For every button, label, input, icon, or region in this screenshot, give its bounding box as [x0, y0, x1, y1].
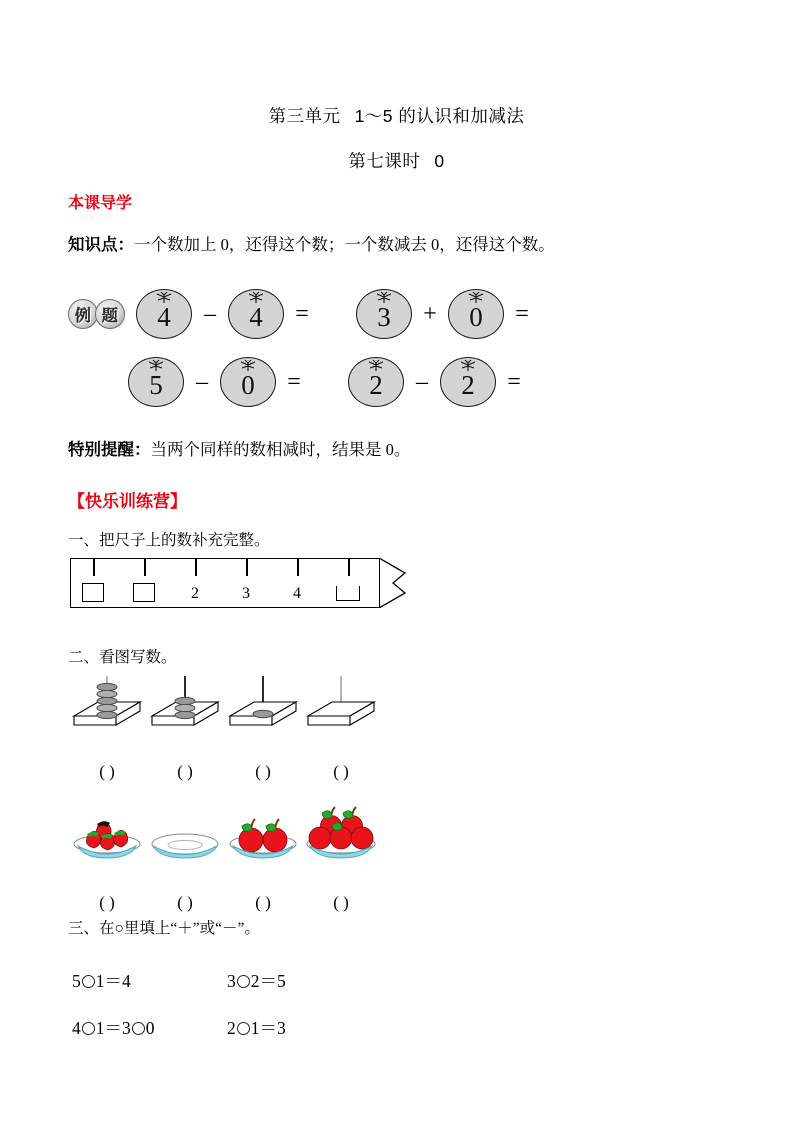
eq-left: 2: [227, 1018, 236, 1038]
tomato-stem-icon: [466, 291, 486, 305]
answer-parentheses[interactable]: ( ): [255, 762, 271, 781]
fruit-bowl: [68, 800, 146, 872]
operator-blank-circle[interactable]: [132, 1022, 145, 1035]
eq-left: 4: [72, 1018, 81, 1038]
number-token: [440, 357, 496, 407]
peg-stand: [224, 672, 302, 740]
question-1-prompt: 一、把尺子上的数补充完整。: [68, 532, 270, 549]
eq-equals: ＝: [104, 971, 122, 991]
empty-bowl-icon: [146, 800, 224, 872]
number-token: [448, 289, 504, 339]
unit-title-prefix: 第三单元: [268, 106, 341, 126]
example-row-2: [68, 351, 537, 413]
eq-tail: 0: [145, 1018, 155, 1038]
peg-stand-group: [68, 672, 380, 740]
answer-parentheses[interactable]: ( ): [333, 893, 349, 912]
unit-title: [0, 103, 793, 128]
ruler-tick: [144, 559, 146, 576]
number-token-value: 5: [149, 369, 163, 400]
example-badge-char-2: 题: [95, 299, 125, 329]
ruler-number: 3: [242, 585, 250, 602]
operator-symbol: +: [423, 300, 437, 327]
ruler-arrow-tip-icon: [379, 558, 407, 608]
number-token: [136, 289, 192, 339]
answer-row-bowls: [68, 893, 380, 913]
ruler-tick: [195, 559, 197, 576]
peg-stand-icon: [302, 672, 380, 740]
apple-bowl-icon: [224, 800, 302, 872]
reminder-label: 特别提醒：: [68, 441, 151, 459]
ruler-tick: [93, 559, 95, 576]
ruler-answer-box[interactable]: [336, 586, 360, 601]
peg-stand-icon: [146, 672, 224, 740]
question-2-prompt: 二、看图写数。: [68, 649, 177, 666]
operator-blank-circle[interactable]: [237, 975, 250, 988]
tomato-stem-icon: [238, 359, 258, 373]
equation-item[interactable]: [227, 968, 407, 993]
eq-right: 3: [277, 1018, 286, 1038]
eq-equals: ＝: [259, 971, 277, 991]
ruler-tick: [246, 559, 248, 576]
eq-right: 5: [277, 971, 286, 991]
number-token-value: 2: [369, 369, 383, 400]
eq-mid: 2: [250, 971, 260, 991]
fruit-bowl: [302, 800, 380, 872]
equation-row: [72, 1015, 407, 1040]
eq-mid: 1: [95, 1018, 105, 1038]
eq-equals: ＝: [259, 1018, 277, 1038]
tomato-stem-icon: [146, 359, 166, 373]
unit-title-main: 1～5 的认识和加减法: [354, 106, 525, 126]
number-token: [228, 289, 284, 339]
number-token-value: 0: [241, 369, 255, 400]
example-badge-char-1: 例: [68, 299, 98, 329]
number-token: [348, 357, 404, 407]
operator-blank-circle[interactable]: [237, 1022, 250, 1035]
equation-item[interactable]: [227, 1015, 407, 1040]
reminder-text: 当两个同样的数相减时，结果是 0。: [150, 440, 411, 459]
operator-symbol: –: [416, 368, 428, 395]
ruler-number: 4: [293, 585, 301, 602]
number-token: [220, 357, 276, 407]
example-row-1: [68, 283, 537, 345]
eq-left: 5: [72, 971, 81, 991]
ruler-answer-box[interactable]: [82, 583, 104, 602]
knowledge-point-line: [68, 233, 555, 258]
peg-stand-icon: [68, 672, 146, 740]
eq-equals: ＝: [104, 1018, 122, 1038]
question-3-equations: [72, 968, 407, 1062]
tomato-stem-icon: [246, 291, 266, 305]
tomato-stem-icon: [458, 359, 478, 373]
fruit-bowl: [224, 800, 302, 872]
lesson-title-main: 0: [434, 151, 445, 171]
peg-stand: [68, 672, 146, 740]
ruler-figure: [70, 558, 380, 608]
number-token-value: 4: [249, 301, 263, 332]
answer-parentheses[interactable]: ( ): [99, 762, 115, 781]
ruler-answer-box[interactable]: [133, 583, 155, 602]
eq-mid: 1: [250, 1018, 260, 1038]
equation-row: [72, 968, 407, 993]
operator-symbol: –: [196, 368, 208, 395]
number-token-value: 2: [461, 369, 475, 400]
eq-right: 4: [122, 971, 131, 991]
equals-symbol: =: [295, 300, 309, 327]
operator-blank-circle[interactable]: [82, 1022, 95, 1035]
lesson-title: [0, 148, 793, 173]
peg-stand-icon: [224, 672, 302, 740]
knowledge-point-text: 一个数加上 0，还得这个数；一个数减去 0，还得这个数。: [134, 235, 555, 254]
lesson-title-prefix: 第七课时: [348, 151, 421, 171]
peg-stand: [146, 672, 224, 740]
answer-parentheses[interactable]: ( ): [255, 893, 271, 912]
knowledge-point-label: 知识点：: [68, 236, 134, 254]
ruler-tick: [348, 559, 350, 576]
equals-symbol: =: [287, 368, 301, 395]
section-heading-guide: 本课导学: [68, 195, 133, 212]
tomato-stem-icon: [366, 359, 386, 373]
strawberry-bowl-icon: [68, 800, 146, 872]
equation-item[interactable]: [72, 968, 227, 993]
peg-stand: [302, 672, 380, 740]
number-token-value: 4: [157, 301, 171, 332]
ruler-number: 2: [191, 585, 199, 602]
answer-parentheses[interactable]: ( ): [177, 762, 193, 781]
fruit-bowl-group: [68, 800, 380, 872]
eq-left: 3: [227, 971, 236, 991]
answer-parentheses[interactable]: ( ): [333, 762, 349, 781]
ruler-tick: [297, 559, 299, 576]
answer-row-pegs: [68, 762, 380, 782]
equation-item[interactable]: [72, 1015, 227, 1040]
equals-symbol: =: [515, 300, 529, 327]
operator-blank-circle[interactable]: [82, 975, 95, 988]
number-token: [356, 289, 412, 339]
eq-mid: 1: [95, 971, 105, 991]
number-token-value: 0: [469, 301, 483, 332]
equals-symbol: =: [507, 368, 521, 395]
number-token: [128, 357, 184, 407]
answer-parentheses[interactable]: ( ): [99, 893, 115, 912]
ruler-body: [70, 558, 380, 608]
reminder-line: [68, 438, 410, 463]
operator-symbol: –: [204, 300, 216, 327]
question-3-prompt: 三、在○里填上“＋”或“－”。: [68, 920, 260, 937]
tomato-stem-icon: [154, 291, 174, 305]
example-badge-group: [68, 299, 125, 329]
number-token-value: 3: [377, 301, 391, 332]
tomato-stem-icon: [374, 291, 394, 305]
apple-bowl-icon: [302, 800, 380, 872]
eq-right: 3: [122, 1018, 131, 1038]
answer-parentheses[interactable]: ( ): [177, 893, 193, 912]
example-block: [68, 283, 537, 413]
section-heading-training: 【快乐训练营】: [68, 492, 187, 511]
fruit-bowl: [146, 800, 224, 872]
